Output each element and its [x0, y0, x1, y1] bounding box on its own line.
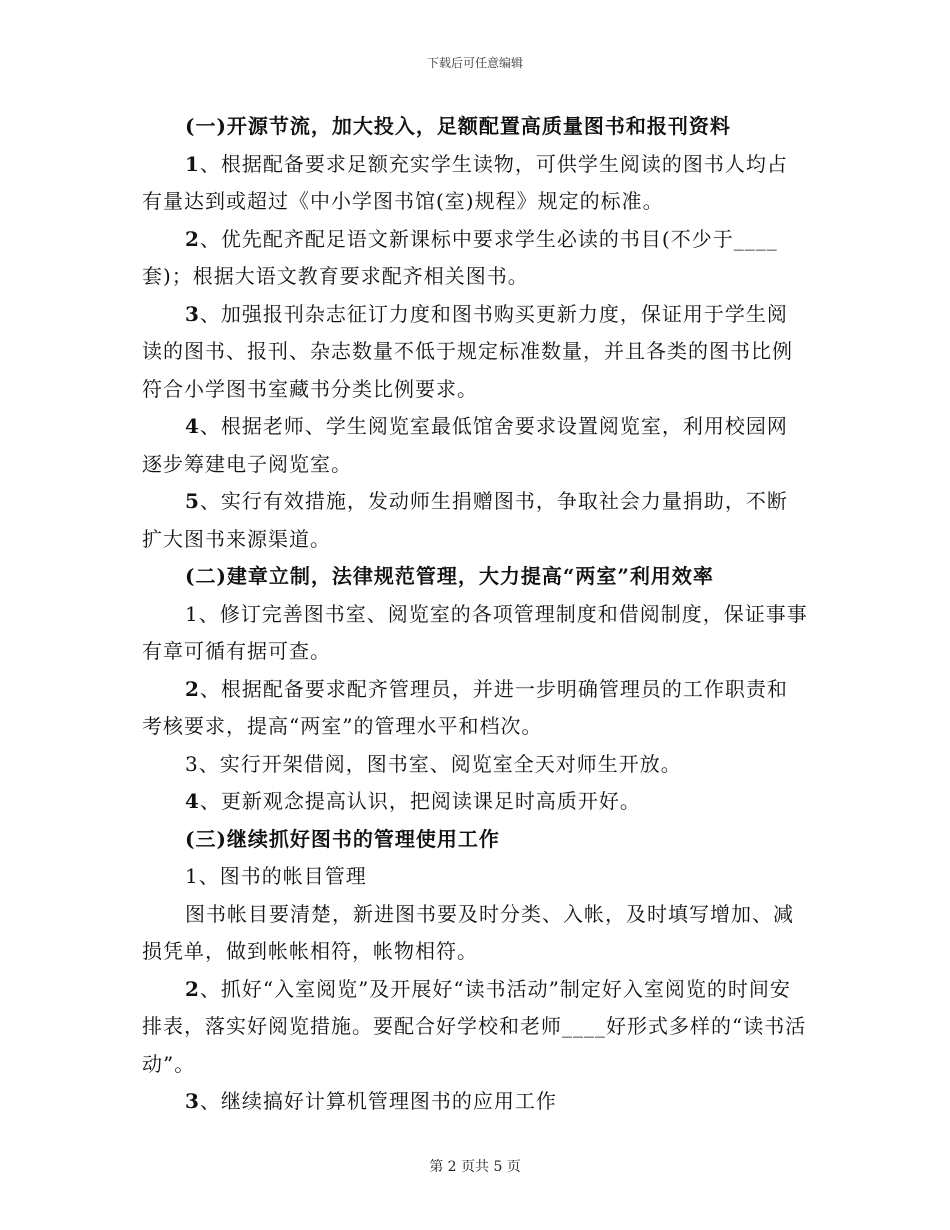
paragraph-item: [142, 783, 808, 821]
item-number: 3: [185, 301, 200, 326]
item-text: 、根据配备要求配齐管理员，并进一步明确管理员的工作职责和考核要求，提高“两室”的管理水平和档次。: [142, 676, 788, 738]
document-body: [142, 108, 808, 1121]
item-text: 、优先配齐配足语文新课标中要求学生必读的书目(不少于____套)；根据大语文教育要求配齐相关图书。: [142, 226, 778, 288]
item-text: 、实行有效措施，发动师生捐赠图书，争取社会力量捐助，不断扩大图书来源渠道。: [142, 489, 788, 551]
item-number: 5: [185, 489, 200, 513]
paragraph-item: [142, 671, 808, 746]
item-text: 、抓好“入室阅览”及开展好“读书活动”制定好入室阅览的时间安排表，落实好阅览措施。要配合好学校和老师____好形式多样的“读书活动”。: [142, 976, 807, 1076]
item-number: 3: [185, 1089, 200, 1113]
item-text: 、继续搞好计算机管理图书的应用工作: [199, 1089, 557, 1113]
paragraph-item: [142, 296, 808, 409]
item-number: 2: [185, 676, 200, 701]
item-number: 4: [185, 414, 200, 438]
item-text: 、加强报刊杂志征订力度和图书购买更新力度，保证用于学生阅读的图书、报刊、杂志数量不低于规定标准数量，并且各类的图书比例符合小学图书室藏书分类比例要求。: [142, 301, 793, 401]
section-heading-2: (二)建章立制，法律规范管理，大力提高“两室”利用效率: [185, 564, 714, 588]
paragraph-item: [142, 408, 808, 483]
paragraph-item: [142, 146, 808, 221]
paragraph-plain: 3、实行开架借阅，图书室、阅览室全天对师生开放。: [185, 751, 682, 776]
page-footer: 第 2 页共 5 页: [429, 1159, 521, 1175]
item-number: 2: [185, 226, 200, 251]
item-number: 4: [185, 789, 200, 813]
item-text: 、根据配备要求足额充实学生读物，可供学生阅读的图书人均占有量达到或超过《中小学图书馆(室)规程》规定的标准。: [142, 151, 788, 213]
item-text: 、根据老师、学生阅览室最低馆舍要求设置阅览室，利用校园网逐步筹建电子阅览室。: [142, 414, 788, 476]
item-number: 2: [185, 976, 200, 1001]
paragraph-plain: 1、修订完善图书室、阅览室的各项管理制度和借阅制度，保证事事有章可循有据可查。: [142, 601, 808, 663]
page-header: 下载后可任意编辑: [426, 56, 523, 70]
section-heading-1: (一)开源节流，加大投入，足额配置高质量图书和报刊资料: [185, 114, 731, 138]
paragraph-item: [142, 971, 808, 1084]
paragraph-plain: 1、图书的帐目管理: [185, 864, 367, 888]
paragraph-plain: 图书帐目要清楚，新进图书要及时分类、入帐，及时填写增加、减损凭单，做到帐帐相符，帐物相符。: [142, 901, 794, 963]
paragraph-item: [142, 1083, 808, 1121]
item-text: 、更新观念提高认识，把阅读课足时高质开好。: [199, 789, 641, 813]
paragraph-item: [142, 483, 808, 558]
item-number: 1: [185, 151, 200, 176]
section-heading-3: (三)继续抓好图书的管理使用工作: [185, 826, 500, 851]
paragraph-item: [142, 221, 808, 296]
